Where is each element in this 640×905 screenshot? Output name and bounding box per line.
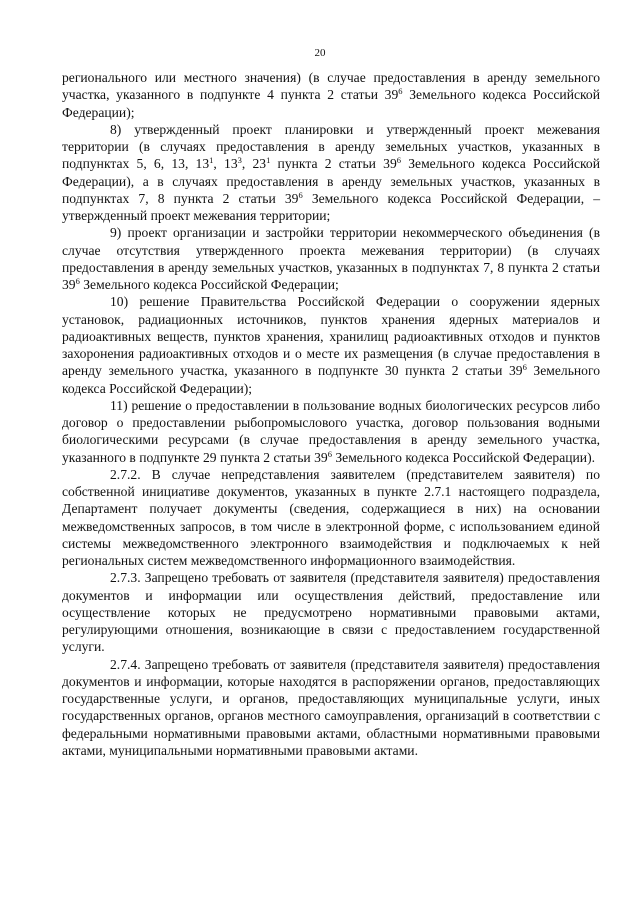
paragraph-section-2-7-2 xyxy=(62,466,600,570)
superscript-index: 6 xyxy=(398,86,403,97)
text-run: , 23 xyxy=(241,156,267,172)
text-run: 2.7.2. В случае непредставления заявителем (представителем заявителя) по собственной инициативе документов, указанных в пункте 2.7.1 настоящего подраздела, Департамент получает документы (сведения, содержащиеся в них) на основании межведомственных запросов, в том числе в электронной форме, с использованием единой системы межведомственного электронного взаимодействия и подключаемых к ней региональных систем межведомственного информационного взаимодействия. xyxy=(62,466,600,568)
text-run: , 13 xyxy=(213,156,238,172)
document-body xyxy=(62,69,600,759)
paragraph-item-11 xyxy=(62,397,600,466)
text-run: 2.7.4. Запрещено требовать от заявителя (представителя заявителя) предоставления документов и информации, которые находятся в распоряжении органов, предоставляющих государственные услуги, и органов, предоставляющих муниципальные услуги, иных государственных органов, органов местного самоуправления, организаций в соответствии с федеральными нормативными правовыми актами, областными нормативными правовыми актами, муниципальными нормативными правовыми актами. xyxy=(62,656,600,758)
superscript-index: 6 xyxy=(327,448,332,459)
text-run: 10) решение Правительства Российской Федерации о сооружении ядерных установок, радиационных источников, пунктов хранения ядерных материалов и радиоактивных веществ, пунктов хранения, хранилищ радиоактивных отходов и пунктов захоронения радиоактивных отходов и о месте их размещения (в случае предоставления в аренду земельного участка, указанного в подпункте 30 пункта 2 статьи 39 xyxy=(62,294,600,379)
text-run: 9) проект организации и застройки территории некоммерческого объединения (в случае отсутствия утвержденного проекта межевания территории) (в случаях предоставления в аренду земельных участков, указанных в подпунктах 7, 8 пункта 2 статьи 39 xyxy=(62,225,600,292)
text-run: Земельного кодекса Российской Федерации), а в случаях предоставления в аренду земельных участков, указанных в подпунктах 7, 8 пункта 2 статьи 39 xyxy=(62,156,600,206)
paragraph-section-2-7-4 xyxy=(62,656,600,760)
text-run: Земельного кодекса Российской Федерации). xyxy=(331,449,595,465)
paragraph-item-9 xyxy=(62,224,600,293)
superscript-index: 3 xyxy=(237,155,242,166)
text-run: Земельного кодекса Российской Федерации; xyxy=(79,277,339,292)
superscript-index: 1 xyxy=(209,155,214,166)
superscript-index: 6 xyxy=(75,276,80,286)
text-run: регионального или местного значения) (в случае предоставления в аренду земельного участка, указанного в подпункте 4 пункта 2 статьи 39 xyxy=(62,70,600,103)
text-run: Земельного кодекса Российской Федерации, – утвержденный проект межевания территории; xyxy=(62,190,600,223)
text-run: Земельного кодекса Российской Федерации); xyxy=(62,363,601,396)
paragraph-section-2-7-3 xyxy=(62,569,600,655)
paragraph-continuation xyxy=(62,69,600,121)
superscript-index: 1 xyxy=(266,155,271,166)
superscript-index: 6 xyxy=(522,362,527,373)
paragraph-item-10 xyxy=(62,293,600,397)
paragraph-item-8 xyxy=(62,121,600,225)
page-number: 20 xyxy=(314,47,326,59)
text-run: 8) утвержденный проект планировки и утвержденный проект межевания территории (в случаях предоставления в аренду земельных участков, указанных в подпунктах 5, 6, 13, 13 xyxy=(62,121,600,172)
text-run: Земельного кодекса Российской Федерации); xyxy=(62,87,600,120)
text-run: 2.7.3. Запрещено требовать от заявителя (представителя заявителя) предоставления документов и информации или осуществления действий, предоставление или осуществление которых не предусмотрено нормативными правовыми актами, регулирующими отношения, возникающие в связи с предоставлением государственной услуги. xyxy=(62,570,600,655)
superscript-index: 6 xyxy=(298,189,303,200)
text-run: 11) решение о предоставлении в пользование водных биологических ресурсов либо договор о предоставлении рыбопромыслового участка, договор пользования водными биологическими ресурсами (в случае предоставления в аренду земельного участка, указанного в подпункте 29 пункта 2 статьи 39 xyxy=(62,397,600,465)
text-run: пункта 2 статьи 39 xyxy=(270,156,397,172)
superscript-index: 6 xyxy=(396,155,402,166)
